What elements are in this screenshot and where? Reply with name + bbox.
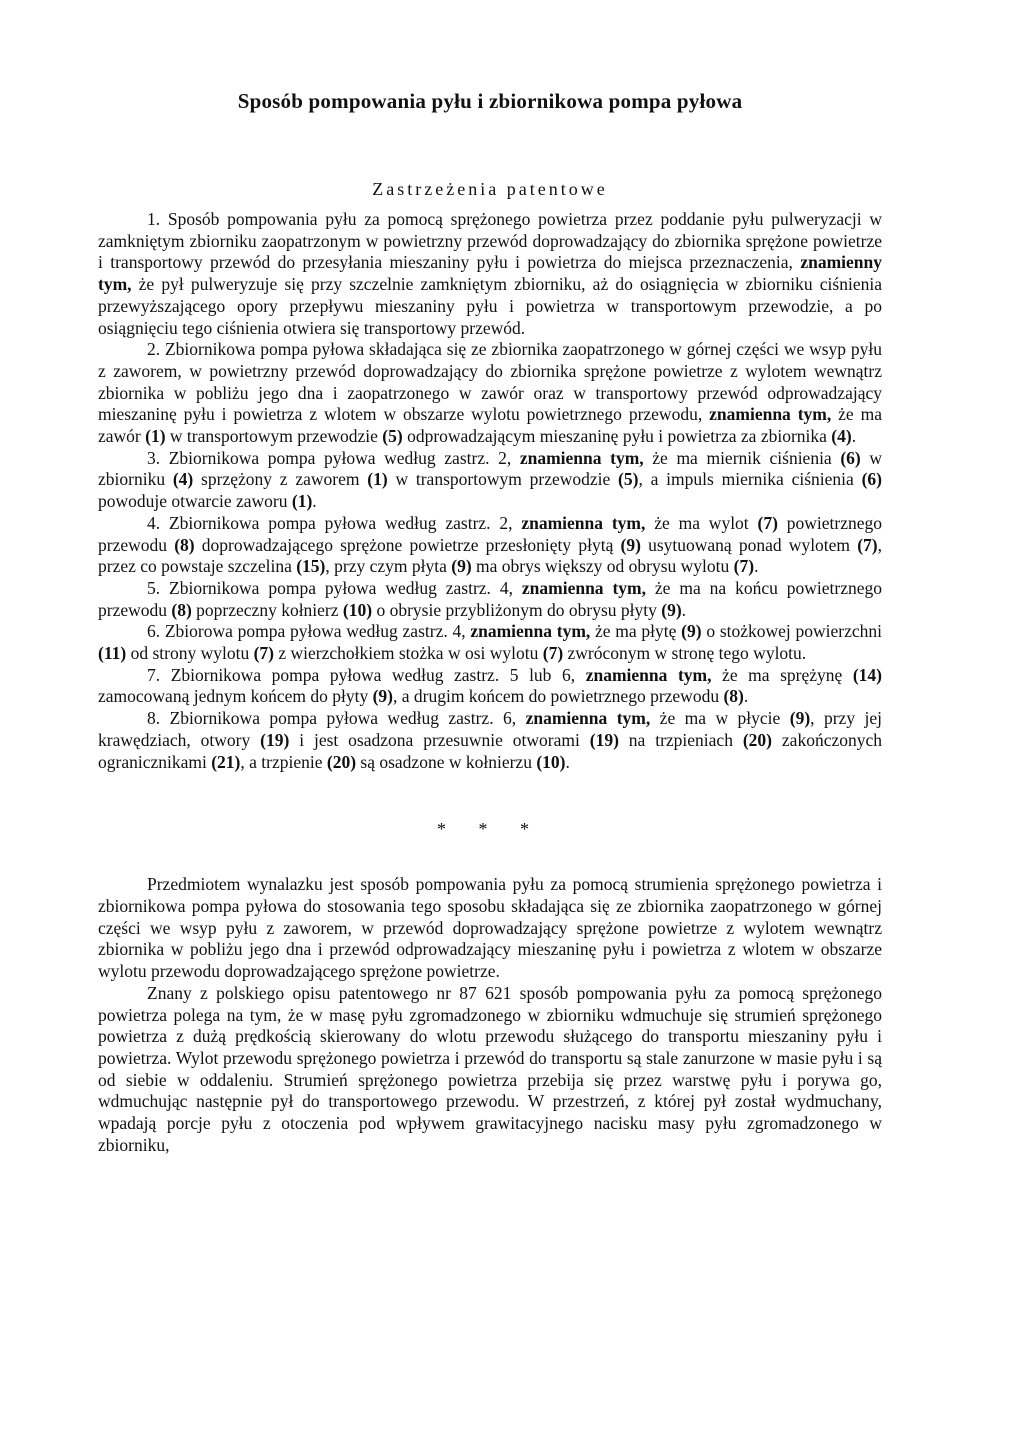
claim-text: w zbiorniku xyxy=(98,447,882,490)
claim-paragraph xyxy=(98,621,882,664)
claim-text: są osadzone w kołnierzu xyxy=(356,751,537,772)
claim-emphasis: (9) xyxy=(620,534,641,555)
claim-emphasis: (15) xyxy=(296,556,326,577)
claim-text: od strony wylotu xyxy=(126,643,254,664)
document-page xyxy=(98,88,882,1156)
claim-text: . xyxy=(754,556,759,577)
claim-emphasis: (20) xyxy=(742,729,773,750)
claim-text: z wierzchołkiem stożka w osi wylotu xyxy=(273,643,543,664)
claim-emphasis: (9) xyxy=(372,686,393,707)
claim-emphasis: (6) xyxy=(840,447,861,468)
claim-emphasis: (19) xyxy=(589,729,619,750)
claim-emphasis: (9) xyxy=(661,599,682,620)
claim-text: 6. Zbiorowa pompa pyłowa według zastrz. 4, xyxy=(147,621,471,642)
claim-emphasis: znamienna tym, xyxy=(585,664,712,685)
claim-emphasis: (8) xyxy=(174,534,195,555)
claim-emphasis: (5) xyxy=(618,469,639,490)
claim-emphasis: (4) xyxy=(172,469,194,490)
claim-text: 4. Zbiornikowa pompa pyłowa według zastrz. 2, xyxy=(147,512,522,533)
claim-text: i jest osadzona przesuwnie otworami xyxy=(289,729,590,750)
claim-emphasis: (7) xyxy=(757,512,778,533)
claim-emphasis: znamienna tym, xyxy=(521,512,646,533)
claim-text: , a impuls miernika ciśnienia xyxy=(638,469,862,490)
claim-emphasis: (7) xyxy=(542,643,564,664)
claim-text: że ma zawór xyxy=(98,404,883,447)
claim-text: sprzężony z zaworem xyxy=(193,469,368,490)
claim-emphasis: (6) xyxy=(861,469,882,490)
claim-emphasis: (1) xyxy=(291,491,313,512)
claim-emphasis: (7) xyxy=(253,643,274,664)
claim-text: . xyxy=(851,426,857,447)
description-paragraph: Przedmiotem wynalazku jest sposób pompowania pyłu za pomocą strumienia sprężonego powietrza i zbiornikowa pompa pyłowa do stosowania tego sposobu składająca się ze zbiornika zaopatrzonego w górnej części we wsyp pyłu z zaworem, w przewód doprowadzający sprężone powietrze z wylotem wewnątrz zbiornika w pobliżu jego dna i przewód odprowadzający mieszaninę pyłu i powietrza z wlotem w obszarze wylotu przewodu doprowadzającego sprężone powietrze. xyxy=(98,874,882,982)
claim-text: . xyxy=(743,686,749,707)
claim-text: . xyxy=(565,751,570,772)
description-paragraph: Znany z polskiego opisu patentowego nr 87 621 sposób pompowania pyłu za pomocą sprężonego powietrza polega na tym, że w masę pyłu zgromadzonego w zbiorniku wdmuchuje się strumień sprężonego powietrza z dużą prędkością skierowany do wlotu przewodu służącego do transportu mieszaniny pyłu i powietrza. Wylot przewodu sprężonego powietrza i przewód do transportu są stale zanurzone w masie pyłu i są od siebie w oddaleniu. Strumień sprężonego powietrza przebija się przez warstwę pyłu i porywa go, wdmuchując następnie pył do transportowego przewodu. W przestrzeń, z której pył został wydmuchany, wpadają porcje pyłu z otoczenia pod wpływem grawitacyjnego nacisku masy pyłu zgromadzonego w zbiorniku, xyxy=(98,982,882,1155)
claim-emphasis: (4) xyxy=(831,426,852,447)
claim-emphasis: (14) xyxy=(852,664,883,685)
claim-emphasis: (7) xyxy=(733,556,755,577)
claim-paragraph xyxy=(98,578,882,621)
claim-text: na trzpieniach xyxy=(618,729,743,750)
claim-paragraph xyxy=(98,339,882,448)
claim-emphasis: znamienna tym, xyxy=(521,577,646,598)
claim-emphasis: (9) xyxy=(789,708,811,729)
claim-text: że ma płytę xyxy=(590,621,682,642)
claim-paragraph xyxy=(98,665,882,708)
claim-emphasis: znamienny tym, xyxy=(98,252,882,295)
claim-emphasis: (5) xyxy=(382,426,403,447)
claim-text: powoduje otwarcie zaworu xyxy=(98,491,292,512)
claim-emphasis: (10) xyxy=(536,751,566,772)
claim-text: 7. Zbiornikowa pompa pyłowa według zastrz. 5 lub 6, xyxy=(147,664,586,685)
claim-emphasis: (9) xyxy=(681,621,702,642)
claim-text: , przy czym płyta xyxy=(325,556,452,577)
document-title: Sposób pompowania pyłu i zbiornikowa pompa pyłowa xyxy=(237,89,743,113)
claim-emphasis: (9) xyxy=(451,556,472,577)
claim-emphasis: (21) xyxy=(211,751,241,772)
claim-emphasis: znamienna tym, xyxy=(519,447,644,468)
claim-text: powietrznego przewodu xyxy=(98,512,882,555)
claim-text: że ma sprężynę xyxy=(711,664,853,685)
claim-text: . xyxy=(312,491,317,512)
claim-emphasis: (10) xyxy=(342,599,373,620)
claim-text: że ma w płycie xyxy=(650,708,790,729)
claim-emphasis: (8) xyxy=(723,686,744,707)
claim-text: usytuowaną ponad wylotem xyxy=(640,534,858,555)
claim-text: 8. Zbiornikowa pompa pyłowa według zastrz. 6, xyxy=(147,708,526,729)
claim-text: , przez co powstaje szczelina xyxy=(98,534,882,577)
claim-emphasis: (8) xyxy=(171,599,192,620)
claim-text: poprzeczny kołnierz xyxy=(191,599,343,620)
section-heading: Zastrzeżenia patentowe xyxy=(372,179,608,199)
claim-text: , a drugim końcem do powietrznego przewodu xyxy=(392,686,724,707)
claim-text: że pył pulweryzuje się przy szczelnie zamkniętym zbiorniku, aż do osiągnięcia w zbiorniku ciśnienia przewyższającego opory przepływu mieszaniny pyłu i powietrza w transportowym przewodzie, a po osiągnięciu tego ciśnienia otwiera się transportowy przewód. xyxy=(98,274,882,338)
section-separator: * * * xyxy=(437,819,543,840)
claim-emphasis: (11) xyxy=(98,643,127,664)
description-body xyxy=(98,874,882,1156)
claim-emphasis: (20) xyxy=(326,751,357,772)
claim-emphasis: znamienna tym, xyxy=(709,404,832,425)
claim-text: . xyxy=(681,599,687,620)
claim-emphasis: znamienna tym, xyxy=(470,621,591,642)
claim-text: 5. Zbiornikowa pompa pyłowa według zastrz. 4, xyxy=(147,577,522,598)
claim-emphasis: (1) xyxy=(367,469,388,490)
claim-text: w transportowym przewodzie xyxy=(387,469,619,490)
claim-text: 3. Zbiornikowa pompa pyłowa według zastrz. 2, xyxy=(147,447,520,468)
claim-text: , a trzpienie xyxy=(240,751,327,772)
claim-emphasis: (19) xyxy=(260,729,290,750)
claim-paragraph xyxy=(98,209,882,339)
claims-list xyxy=(98,209,882,773)
claim-text: o obrysie przybliżonym do obrysu płyty xyxy=(372,599,662,620)
claim-text: że ma na końcu powietrznego przewodu xyxy=(98,577,882,620)
claim-text: w transportowym przewodzie xyxy=(165,426,383,447)
claim-text: 2. Zbiornikowa pompa pyłowa składająca się ze zbiornika zaopatrzonego w górnej części we wsyp pyłu z zaworem, w powietrzny przewód doprowadzający do zbiornika sprężone powietrze z wylotem wewnątrz zbiornika w pobliżu jego dna i zaopatrzonego w zawór oraz w transportowy przewód odprowadzający mieszaninę pyłu i powietrza z wlotem w obszarze wylotu powietrznego przewodu, xyxy=(98,339,882,425)
claim-text: ma obrys większy od obrysu wylotu xyxy=(471,556,734,577)
claim-text: 1. Sposób pompowania pyłu za pomocą sprężonego powietrza przez poddanie pyłu pulweryzacji w zamkniętym zbiorniku zaopatrzonym w powietrzny przewód doprowadzający do zbiornika sprężone powietrze i transportowy przewód do przesyłania mieszaniny pyłu i powietrza do miejsca przeznaczenia, xyxy=(98,209,882,273)
claim-text: doprowadzającego sprężone powietrze przesłonięty płytą xyxy=(194,534,621,555)
claim-paragraph xyxy=(98,448,882,513)
claim-text: o stożkowej powierzchni xyxy=(701,621,883,642)
claim-emphasis: (7) xyxy=(857,534,878,555)
claim-text: , przy jej krawędziach, otwory xyxy=(98,708,882,750)
claim-emphasis: (1) xyxy=(145,426,166,447)
claim-text: zwróconym w stronę tego wylotu. xyxy=(563,643,807,664)
claim-emphasis: znamienna tym, xyxy=(525,708,651,729)
claim-text: odprowadzającym mieszaninę pyłu i powietrza za zbiornika xyxy=(402,426,832,447)
claim-text: że ma wylot xyxy=(645,512,758,533)
claim-text: zakończonych ogranicznikami xyxy=(98,729,882,772)
claim-paragraph xyxy=(98,513,882,578)
claim-text: zamocowaną jednym końcem do płyty xyxy=(98,686,373,707)
claim-text: że ma miernik ciśnienia xyxy=(643,447,841,468)
claim-paragraph xyxy=(98,708,882,773)
